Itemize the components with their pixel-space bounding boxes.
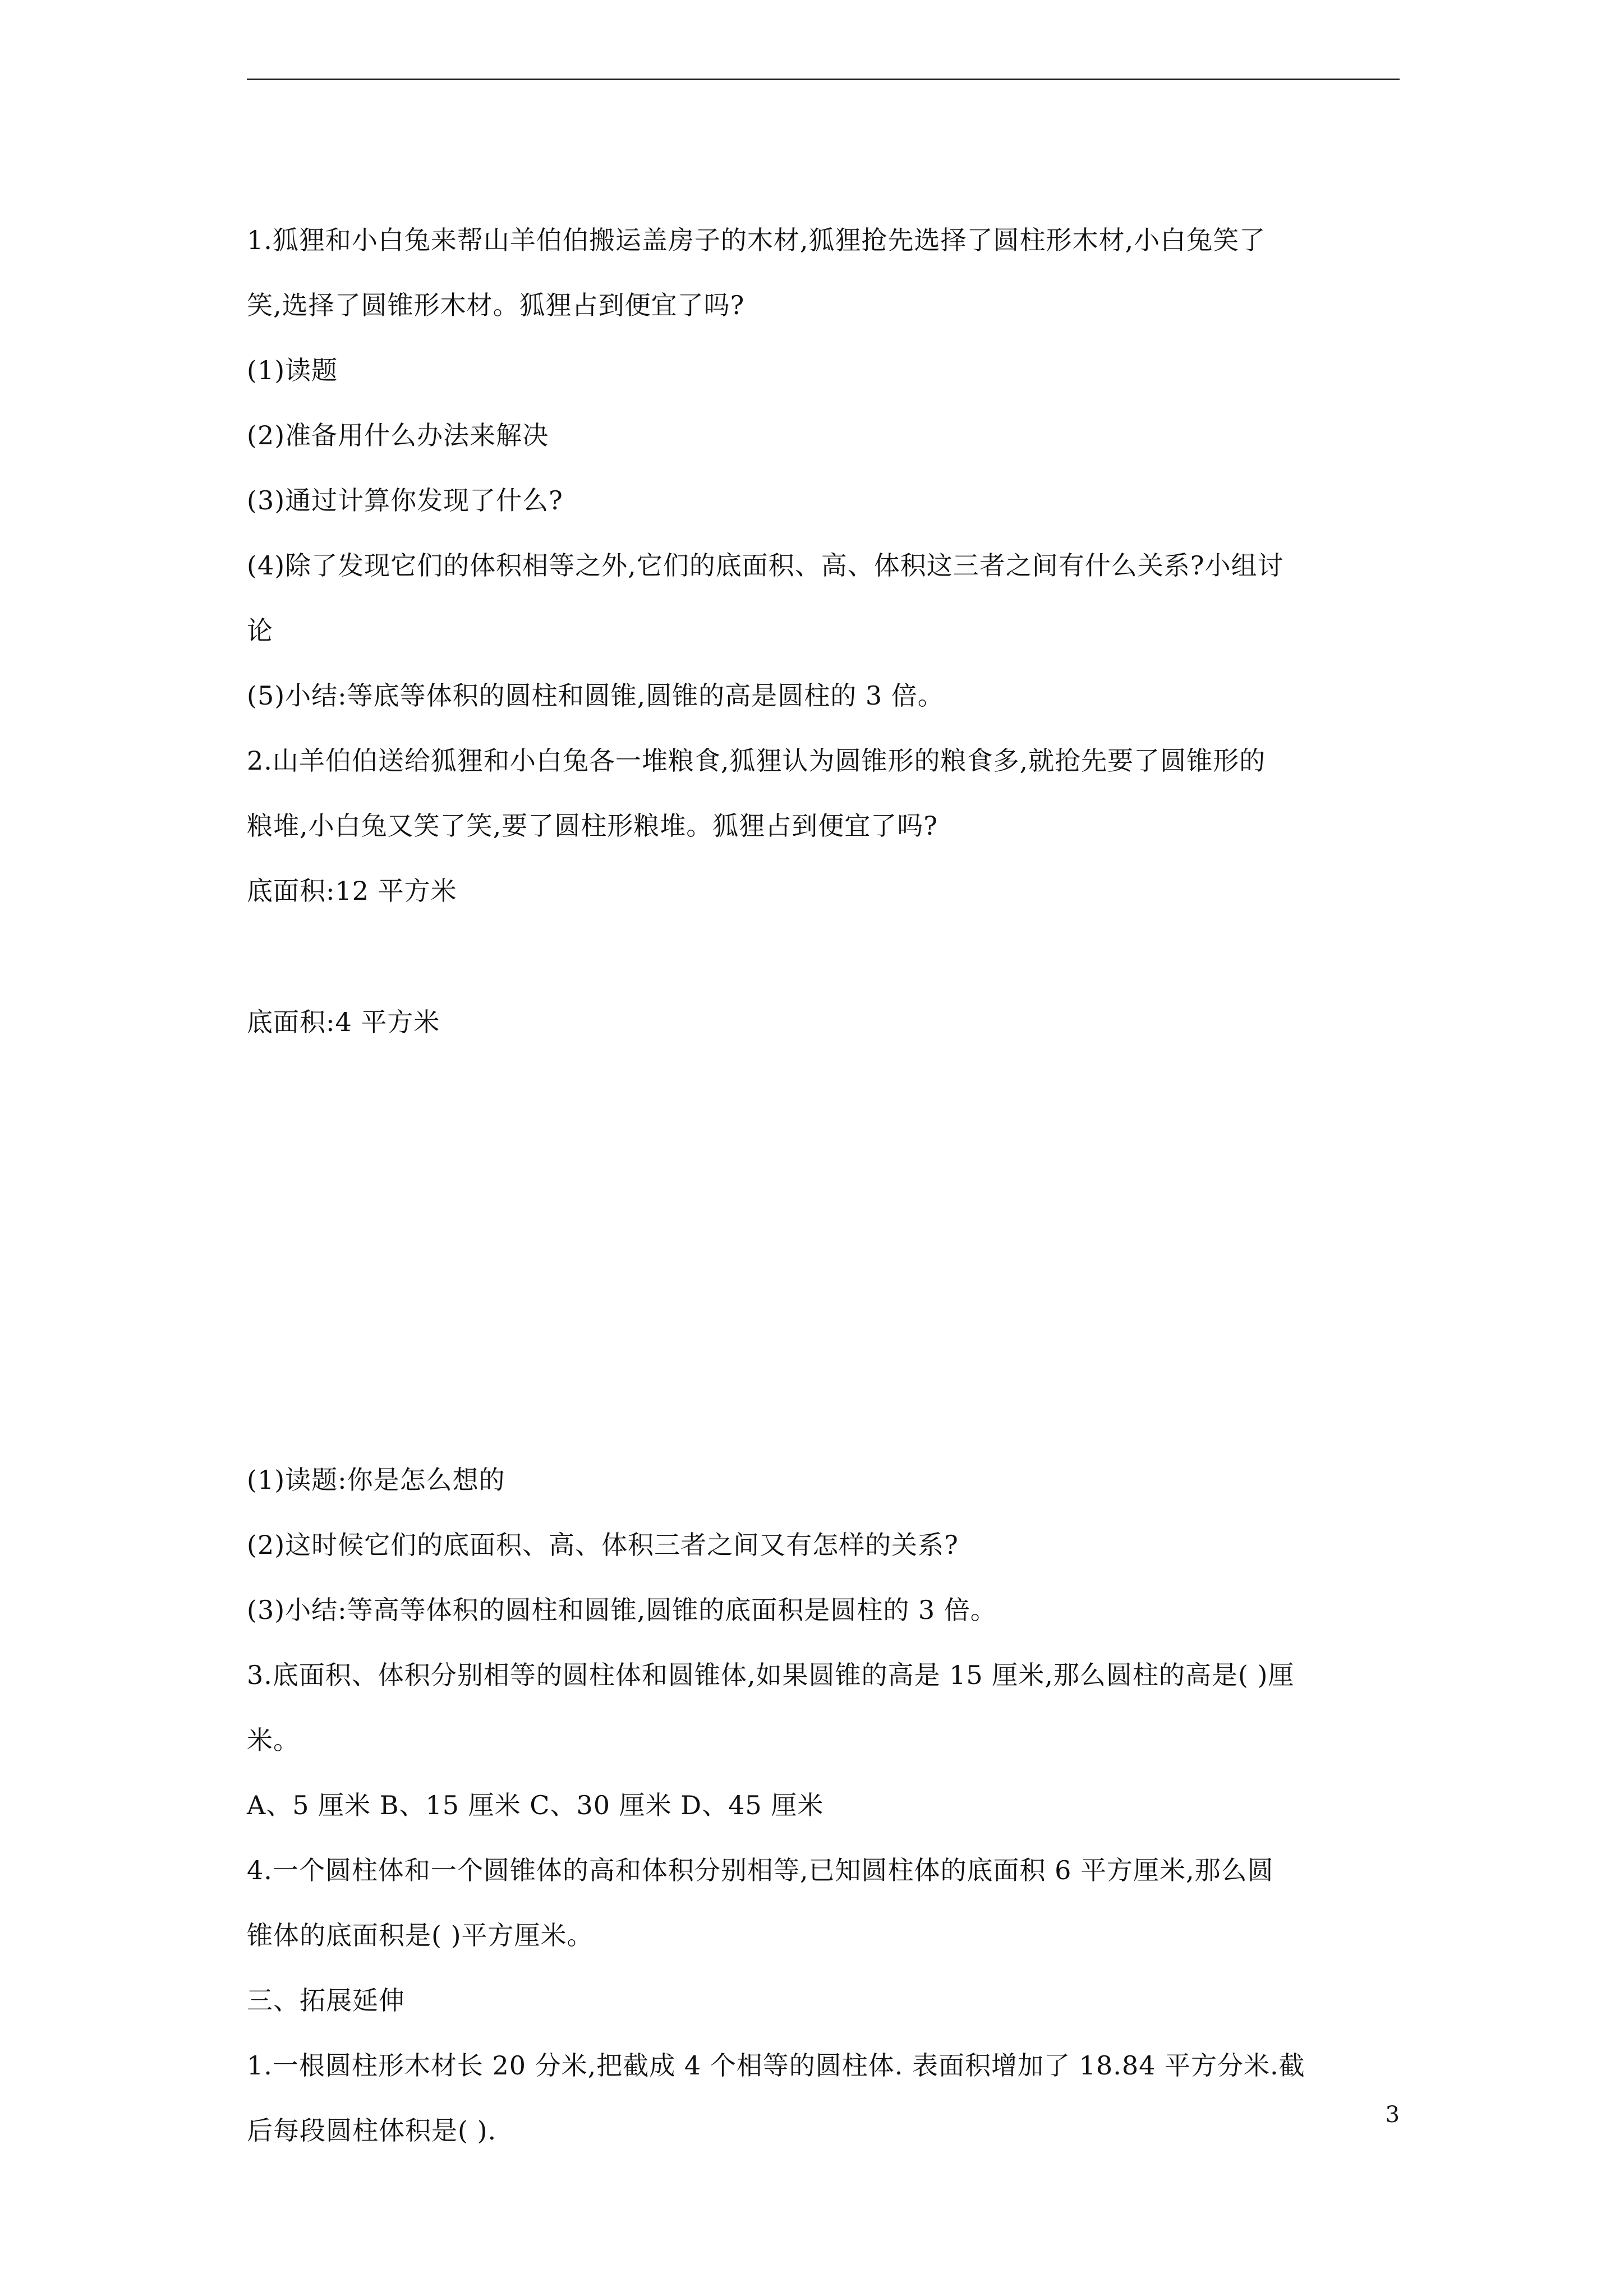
page-number: 3 bbox=[1385, 2102, 1400, 2128]
problem-1-summary: (5)小结:等底等体积的圆柱和圆锥,圆锥的高是圆柱的 3 倍。 bbox=[247, 680, 944, 711]
problem-2-summary: (3)小结:等高等体积的圆柱和圆锥,圆锥的底面积是圆柱的 3 倍。 bbox=[247, 1595, 997, 1625]
problem-3-options: A、5 厘米 B、15 厘米 C、30 厘米 D、45 厘米 bbox=[247, 1790, 824, 1820]
problem-1-step-4-line-1: (4)除了发现它们的体积相等之外,它们的底面积、高、体积这三者之间有什么关系?小组讨 bbox=[247, 550, 1284, 581]
problem-2-line-1: 2.山羊伯伯送给狐狸和小白兔各一堆粮食,狐狸认为圆锥形的粮食多,就抢先要了圆锥形的 bbox=[247, 746, 1266, 776]
extension-problem-1-line-2: 后每段圆柱体积是( ). bbox=[247, 2115, 497, 2146]
document-body bbox=[247, 208, 1400, 2163]
problem-1-step-4-line-2: 论 bbox=[247, 615, 273, 646]
problem-1-line-2: 笑,选择了圆锥形木材。狐狸占到便宜了吗? bbox=[247, 290, 745, 320]
problem-4-line-2: 锥体的底面积是( )平方厘米。 bbox=[247, 1920, 594, 1950]
section-heading-extension: 三、拓展延伸 bbox=[247, 1985, 405, 2016]
problem-3-line-1: 3.底面积、体积分别相等的圆柱体和圆锥体,如果圆锥的高是 15 厘米,那么圆柱的高是( )厘 bbox=[247, 1660, 1295, 1690]
problem-2-step-1: (1)读题:你是怎么想的 bbox=[247, 1465, 505, 1495]
cone-base-area-label: 底面积:4 平方米 bbox=[247, 1007, 440, 1037]
spacer bbox=[247, 923, 1400, 990]
figure-space bbox=[247, 1055, 1400, 1447]
cylinder-base-area-label: 底面积:12 平方米 bbox=[247, 876, 457, 906]
problem-2-step-2: (2)这时候它们的底面积、高、体积三者之间又有怎样的关系? bbox=[247, 1530, 959, 1560]
problem-3-line-2: 米。 bbox=[247, 1725, 300, 1755]
problem-1-step-3: (3)通过计算你发现了什么? bbox=[247, 485, 563, 516]
problem-1-line-1: 1.狐狸和小白兔来帮山羊伯伯搬运盖房子的木材,狐狸抢先选择了圆柱形木材,小白兔笑了 bbox=[247, 225, 1266, 255]
problem-4-line-1: 4.一个圆柱体和一个圆锥体的高和体积分别相等,已知圆柱体的底面积 6 平方厘米,那么圆 bbox=[247, 1855, 1274, 1885]
problem-1-step-1: (1)读题 bbox=[247, 355, 338, 385]
problem-2-line-2: 粮堆,小白兔又笑了笑,要了圆柱形粮堆。狐狸占到便宜了吗? bbox=[247, 811, 938, 841]
extension-problem-1-line-1: 1.一根圆柱形木材长 20 分米,把截成 4 个相等的圆柱体. 表面积增加了 18.84 平方分米.截 bbox=[247, 2050, 1305, 2081]
header-rule bbox=[247, 79, 1400, 80]
problem-1-step-2: (2)准备用什么办法来解决 bbox=[247, 420, 549, 450]
